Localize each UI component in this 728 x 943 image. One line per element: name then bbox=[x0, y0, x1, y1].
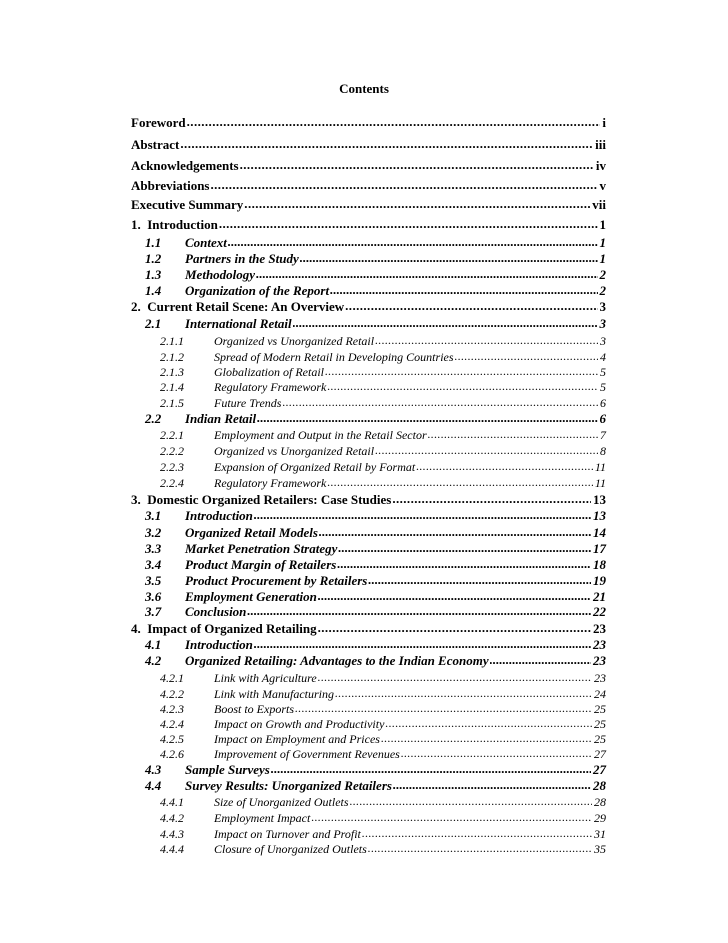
toc-entry-title: Link with Manufacturing bbox=[214, 687, 334, 701]
toc-entry-title: Future Trends bbox=[214, 396, 282, 410]
toc-subsection-entry[interactable] bbox=[160, 333, 606, 349]
toc-entry-title: Organized vs Unorganized Retail bbox=[214, 444, 375, 458]
toc-front-matter-entry[interactable] bbox=[131, 197, 606, 213]
toc-page-number: 18 bbox=[593, 557, 606, 572]
toc-subsection-entry[interactable] bbox=[160, 395, 606, 411]
toc-page-number: 35 bbox=[594, 842, 606, 856]
dot-leader bbox=[256, 266, 597, 282]
toc-entry-title: Improvement of Government Revenues bbox=[214, 747, 400, 761]
toc-entry-title: Sample Surveys bbox=[185, 762, 270, 777]
toc-section-entry[interactable] bbox=[145, 525, 606, 541]
toc-entry-number: 2.2.2 bbox=[160, 444, 184, 458]
toc-entry-number: 2.1.5 bbox=[160, 396, 184, 410]
toc-entry-title: Product Procurement by Retailers bbox=[185, 573, 368, 588]
toc-entry-number: 2.2 bbox=[145, 411, 162, 426]
toc-entry-number: 1.1 bbox=[145, 235, 162, 250]
toc-entry-title: Introduction bbox=[147, 217, 218, 232]
toc-subsection-entry[interactable] bbox=[160, 475, 606, 491]
toc-section-entry[interactable] bbox=[145, 573, 606, 589]
toc-entry-number: 4.2.5 bbox=[160, 732, 184, 746]
toc-entry-number: 4.4.2 bbox=[160, 811, 184, 825]
toc-page-number: 3 bbox=[600, 334, 606, 348]
toc-front-matter-entry[interactable] bbox=[131, 137, 606, 153]
toc-subsection-entry[interactable] bbox=[160, 443, 606, 459]
toc-entry-title: Closure of Unorganized Outlets bbox=[214, 842, 367, 856]
toc-section-entry[interactable] bbox=[145, 762, 606, 778]
toc-section-entry[interactable] bbox=[145, 411, 606, 427]
toc-entry-number: 3.7 bbox=[145, 604, 162, 619]
toc-page-number: i bbox=[602, 115, 606, 130]
toc-page-number: 11 bbox=[594, 460, 606, 474]
toc-page-number: 8 bbox=[600, 444, 606, 458]
toc-section-entry[interactable] bbox=[145, 267, 606, 283]
toc-chapter-entry[interactable] bbox=[131, 492, 606, 508]
dot-leader bbox=[350, 793, 592, 809]
toc-entry-title: Globalization of Retail bbox=[214, 365, 324, 379]
dot-leader bbox=[337, 556, 591, 572]
toc-section-entry[interactable] bbox=[145, 541, 606, 557]
toc-entry-number: 2.2.4 bbox=[160, 476, 184, 490]
toc-page-number: 2 bbox=[599, 283, 606, 298]
toc-entry-title: Employment Impact bbox=[214, 811, 311, 825]
toc-page-number: iv bbox=[595, 158, 606, 173]
toc-entry-title: Abbreviations bbox=[131, 178, 210, 193]
toc-entry-title: Introduction bbox=[185, 637, 253, 652]
toc-entry-number: 2.1.3 bbox=[160, 365, 184, 379]
toc-subsection-entry[interactable] bbox=[160, 746, 606, 762]
toc-entry-title: Executive Summary bbox=[131, 197, 244, 212]
dot-leader bbox=[330, 282, 597, 298]
toc-page-number: 25 bbox=[594, 732, 606, 746]
toc-page-number: 21 bbox=[593, 589, 606, 604]
toc-entry-title: Boost to Exports bbox=[214, 702, 294, 716]
dot-leader bbox=[325, 363, 598, 379]
toc-entry-number: 2.2.3 bbox=[160, 460, 184, 474]
toc-entry-number: 4.4.4 bbox=[160, 842, 184, 856]
toc-entry-title: Impact on Growth and Productivity bbox=[214, 717, 385, 731]
toc-page-number: 17 bbox=[593, 541, 606, 556]
toc-page-number: 22 bbox=[593, 604, 606, 619]
toc-entry-number: 3.1 bbox=[145, 508, 162, 523]
toc-entry-title: Introduction bbox=[185, 508, 253, 523]
toc-subsection-entry[interactable] bbox=[160, 427, 606, 443]
toc-entry-title: Regulatory Framework bbox=[214, 476, 327, 490]
toc-section-entry[interactable] bbox=[145, 653, 606, 669]
toc-entry-title: Domestic Organized Retailers: Case Studies bbox=[147, 492, 392, 507]
toc-page-number: 6 bbox=[600, 396, 606, 410]
dot-leader bbox=[392, 491, 591, 507]
dot-leader bbox=[368, 572, 591, 588]
dot-leader bbox=[335, 685, 592, 701]
toc-page-number: v bbox=[599, 178, 606, 193]
toc-section-entry[interactable] bbox=[145, 283, 606, 299]
toc-chapter-entry[interactable] bbox=[131, 621, 606, 637]
toc-entry-number: 2.1.1 bbox=[160, 334, 184, 348]
toc-entry-number: 2.1.4 bbox=[160, 380, 184, 394]
toc-page-number: iii bbox=[595, 137, 606, 152]
dot-leader bbox=[362, 825, 592, 841]
toc-entry-title: Foreword bbox=[131, 115, 186, 130]
toc-entry-number: 4.2.2 bbox=[160, 687, 184, 701]
toc-page-number: 24 bbox=[594, 687, 606, 701]
toc-page-number: 1 bbox=[599, 217, 606, 232]
toc-page-number: 5 bbox=[600, 365, 606, 379]
toc-entry-number: 3.4 bbox=[145, 557, 162, 572]
toc-entry-number: 4.3 bbox=[145, 762, 162, 777]
toc-page-number: 3 bbox=[599, 316, 606, 331]
toc-page-number: 28 bbox=[594, 795, 606, 809]
dot-leader bbox=[318, 588, 591, 604]
toc-page-number: 5 bbox=[600, 380, 606, 394]
dot-leader bbox=[244, 196, 590, 212]
toc-entry-number: 1.4 bbox=[145, 283, 162, 298]
dot-leader bbox=[219, 216, 598, 232]
toc-page-number: 1 bbox=[599, 251, 606, 266]
toc-page-number: 25 bbox=[594, 717, 606, 731]
toc-entry-title: Product Margin of Retailers bbox=[185, 557, 337, 572]
dot-leader bbox=[381, 730, 592, 746]
toc-entry-number: 4.2.3 bbox=[160, 702, 184, 716]
toc-entry-title: Organized Retailing: Advantages to the Indian Economy bbox=[185, 653, 489, 668]
toc-subsection-entry[interactable] bbox=[160, 379, 606, 395]
toc-entry-title: Abstract bbox=[131, 137, 180, 152]
toc-entry-number: 1.3 bbox=[145, 267, 162, 282]
toc-entry-title: Methodology bbox=[185, 267, 256, 282]
toc-entry-title: Regulatory Framework bbox=[214, 380, 327, 394]
toc-page-number: 3 bbox=[599, 299, 606, 314]
dot-leader bbox=[338, 540, 591, 556]
toc-page-number: 7 bbox=[600, 428, 606, 442]
toc-entry-title: Expansion of Organized Retail by Format bbox=[214, 460, 416, 474]
toc-page-number: 14 bbox=[593, 525, 606, 540]
toc-subsection-entry[interactable] bbox=[160, 810, 606, 826]
dot-leader bbox=[490, 652, 591, 668]
toc-front-matter-entry[interactable] bbox=[131, 115, 606, 131]
toc-page-number: vii bbox=[592, 197, 606, 212]
toc-page-number: 13 bbox=[593, 508, 606, 523]
dot-leader bbox=[385, 715, 592, 731]
dot-leader bbox=[345, 298, 597, 314]
toc-section-entry[interactable] bbox=[145, 316, 606, 332]
dot-leader bbox=[295, 700, 592, 716]
toc-entry-number: 4.2.4 bbox=[160, 717, 184, 731]
toc-front-matter-entry[interactable] bbox=[131, 158, 606, 174]
dot-leader bbox=[254, 507, 591, 523]
toc-entry-number: 4.2.1 bbox=[160, 671, 184, 685]
dot-leader bbox=[375, 442, 598, 458]
toc-entry-title: Organization of the Report bbox=[185, 283, 330, 298]
toc-entry-number: 3.6 bbox=[145, 589, 162, 604]
toc-page-number: 28 bbox=[593, 778, 606, 793]
toc-subsection-entry[interactable] bbox=[160, 794, 606, 810]
dot-leader bbox=[375, 332, 598, 348]
toc-entry-number: 2.1 bbox=[145, 316, 162, 331]
dot-leader bbox=[254, 636, 591, 652]
dot-leader bbox=[416, 458, 593, 474]
toc-entry-title: Impact on Turnover and Profit bbox=[214, 827, 361, 841]
dot-leader bbox=[293, 315, 598, 331]
toc-entry-title: Partners in the Study bbox=[185, 251, 299, 266]
toc-page-number: 23 bbox=[593, 653, 606, 668]
toc-entry-title: Employment and Output in the Retail Sector bbox=[214, 428, 427, 442]
toc-section-entry[interactable] bbox=[145, 251, 606, 267]
toc-entry-title: Market Penetration Strategy bbox=[185, 541, 338, 556]
toc-section-entry[interactable] bbox=[145, 637, 606, 653]
toc-chapter-entry[interactable] bbox=[131, 299, 606, 315]
dot-leader bbox=[300, 250, 598, 266]
toc-entry-title: Survey Results: Unorganized Retailers bbox=[185, 778, 392, 793]
toc-page-number: 23 bbox=[593, 621, 606, 636]
dot-leader bbox=[257, 410, 597, 426]
toc-entry-number: 2. bbox=[131, 299, 148, 314]
toc-front-matter-entry[interactable] bbox=[131, 178, 606, 194]
dot-leader bbox=[368, 840, 592, 856]
toc-entry-title: Acknowledgements bbox=[131, 158, 239, 173]
toc-section-entry[interactable] bbox=[145, 604, 606, 620]
toc-entry-number: 4.1 bbox=[145, 637, 162, 652]
dot-leader bbox=[455, 348, 598, 364]
toc-entry-number: 4.2 bbox=[145, 653, 162, 668]
toc-entry-number: 2.1.2 bbox=[160, 350, 184, 364]
toc-entry-number: 1. bbox=[131, 217, 148, 232]
toc-entry-number: 3. bbox=[131, 492, 148, 507]
dot-leader bbox=[327, 378, 598, 394]
dot-leader bbox=[240, 157, 594, 173]
toc-entry-title: Context bbox=[185, 235, 227, 250]
dot-leader bbox=[318, 620, 591, 636]
toc-page-number: 11 bbox=[594, 476, 606, 490]
toc-entry-number: 3.2 bbox=[145, 525, 162, 540]
toc-page-number: 1 bbox=[599, 235, 606, 250]
toc-page-number: 23 bbox=[594, 671, 606, 685]
toc-page-number: 25 bbox=[594, 702, 606, 716]
toc-page-number: 13 bbox=[593, 492, 606, 507]
toc-entry-title: Conclusion bbox=[185, 604, 247, 619]
toc-page-number: 31 bbox=[594, 827, 606, 841]
toc-page-number: 27 bbox=[594, 747, 606, 761]
toc-entry-title: International Retail bbox=[185, 316, 292, 331]
toc-page-number: 6 bbox=[599, 411, 606, 426]
toc-page-number: 4 bbox=[600, 350, 606, 364]
toc-entry-number: 4.4 bbox=[145, 778, 162, 793]
toc-section-entry[interactable] bbox=[145, 235, 606, 251]
toc-subsection-entry[interactable] bbox=[160, 841, 606, 857]
toc-entry-title: Indian Retail bbox=[185, 411, 257, 426]
dot-leader bbox=[187, 114, 601, 130]
toc-entry-title: Organized Retail Models bbox=[185, 525, 318, 540]
toc-entry-title: Organized vs Unorganized Retail bbox=[214, 334, 375, 348]
dot-leader bbox=[211, 177, 598, 193]
toc-chapter-entry[interactable] bbox=[131, 217, 606, 233]
toc-entry-number: 4.2.6 bbox=[160, 747, 184, 761]
dot-leader bbox=[393, 777, 591, 793]
toc-entry-title: Employment Generation bbox=[185, 589, 317, 604]
dot-leader bbox=[311, 809, 592, 825]
toc-section-entry[interactable] bbox=[145, 508, 606, 524]
toc-page-number: 2 bbox=[599, 267, 606, 282]
dot-leader bbox=[401, 745, 592, 761]
toc-entry-title: Spread of Modern Retail in Developing Countries bbox=[214, 350, 454, 364]
dot-leader bbox=[247, 603, 591, 619]
toc-entry-title: Impact on Employment and Prices bbox=[214, 732, 380, 746]
dot-leader bbox=[271, 761, 591, 777]
toc-page-number: 29 bbox=[594, 811, 606, 825]
toc-entry-number: 4.4.3 bbox=[160, 827, 184, 841]
toc-entry-number: 2.2.1 bbox=[160, 428, 184, 442]
toc-section-entry[interactable] bbox=[145, 778, 606, 794]
toc-entry-number: 1.2 bbox=[145, 251, 162, 266]
toc-entry-title: Link with Agriculture bbox=[214, 671, 317, 685]
toc-entry-number: 3.5 bbox=[145, 573, 162, 588]
toc-entry-number: 4.4.1 bbox=[160, 795, 184, 809]
dot-leader bbox=[327, 474, 593, 490]
toc-page-number: 27 bbox=[593, 762, 606, 777]
toc-entry-title: Size of Unorganized Outlets bbox=[214, 795, 349, 809]
dot-leader bbox=[428, 426, 598, 442]
toc-entry-title: Impact of Organized Retailing bbox=[147, 621, 317, 636]
toc-entry-number: 4. bbox=[131, 621, 148, 636]
toc-section-entry[interactable] bbox=[145, 557, 606, 573]
dot-leader bbox=[318, 669, 592, 685]
toc-page-number: 23 bbox=[593, 637, 606, 652]
dot-leader bbox=[180, 136, 593, 152]
toc-subsection-entry[interactable] bbox=[160, 459, 606, 475]
dot-leader bbox=[228, 234, 598, 250]
toc-subsection-entry[interactable] bbox=[160, 670, 606, 686]
page-title: Contents bbox=[339, 81, 389, 96]
toc-entry-title: Current Retail Scene: An Overview bbox=[147, 299, 345, 314]
toc-entry-number: 3.3 bbox=[145, 541, 162, 556]
dot-leader bbox=[319, 524, 591, 540]
toc-page-number: 19 bbox=[593, 573, 606, 588]
dot-leader bbox=[282, 394, 598, 410]
